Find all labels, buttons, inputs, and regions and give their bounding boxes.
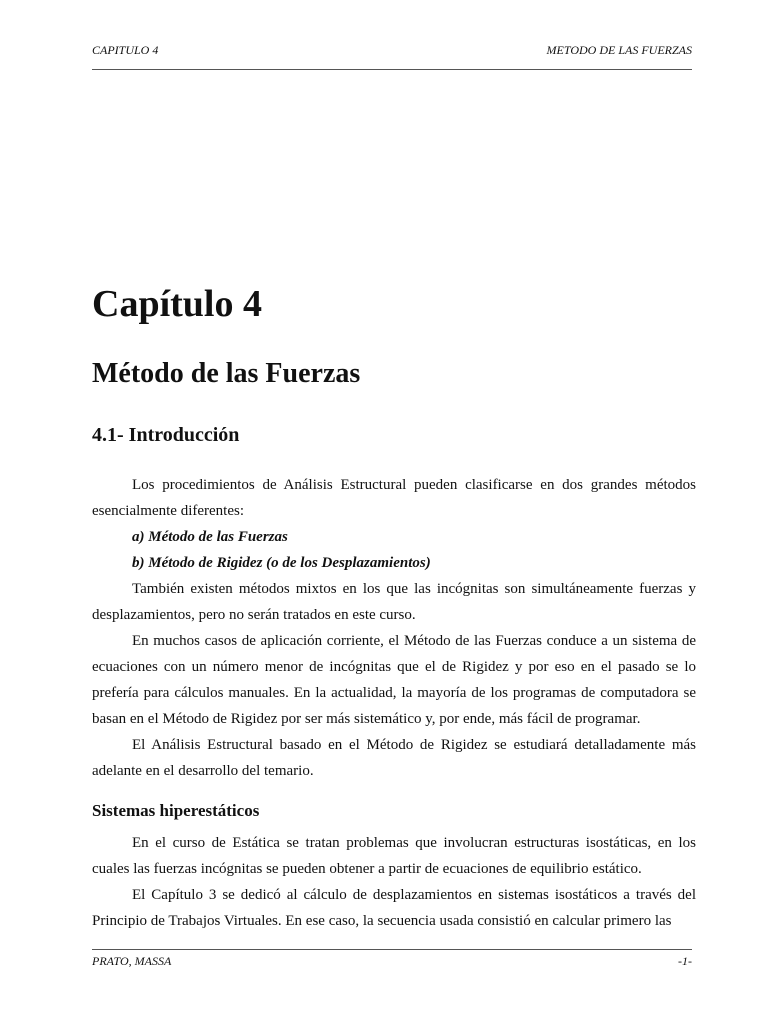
list-item-method-forces: a) Método de las Fuerzas <box>132 529 288 545</box>
chapter-title: Capítulo 4 <box>92 283 262 325</box>
paragraph: En muchos casos de aplicación corriente, el Método de las Fuerzas conduce a un sistema de ecuaciones con un número menor de incógnitas que el de Rigidez y por eso en el pasado se lo prefería para cálculos manuales. En la actualidad, la mayoría de los programas de computadora se basan en el Método de Rigidez por ser más sistemático y, por ende, más fácil de programar. <box>92 633 696 727</box>
paragraph: En el curso de Estática se tratan problemas que involucran estructuras isostáticas, en los cuales las fuerzas incógnitas se pueden obtener a partir de ecuaciones de equilibrio estático. <box>92 835 696 877</box>
list-item-method-stiffness: b) Método de Rigidez (o de los Desplazamientos) <box>132 555 431 571</box>
running-header <box>92 42 692 58</box>
section-title: 4.1- Introducción <box>92 424 240 446</box>
header-chapter-label: CAPITULO 4 <box>92 43 159 57</box>
chapter-subtitle: Método de las Fuerzas <box>92 358 361 389</box>
footer-authors: PRATO, MASSA <box>92 954 172 968</box>
paragraph: Los procedimientos de Análisis Estructural pueden clasificarse en dos grandes métodos esencialmente diferentes: <box>92 477 696 519</box>
subsection-title: Sistemas hiperestáticos <box>92 801 260 820</box>
paragraph: El Análisis Estructural basado en el Método de Rigidez se estudiará detalladamente más adelante en el desarrollo del temario. <box>92 737 696 779</box>
paragraph: También existen métodos mixtos en los que las incógnitas son simultáneamente fuerzas y desplazamientos, pero no serán tratados en este curso. <box>92 581 696 623</box>
header-divider <box>92 69 692 70</box>
footer-divider <box>92 949 692 950</box>
running-footer <box>92 953 692 969</box>
paragraph: El Capítulo 3 se dedicó al cálculo de desplazamientos en sistemas isostáticos a través del Principio de Trabajos Virtuales. En ese caso, la secuencia usada consistió en calcular primero las <box>92 887 696 929</box>
header-topic-label: METODO DE LAS FUERZAS <box>546 43 692 57</box>
page-number: -1- <box>678 954 692 968</box>
body-text <box>92 472 696 934</box>
